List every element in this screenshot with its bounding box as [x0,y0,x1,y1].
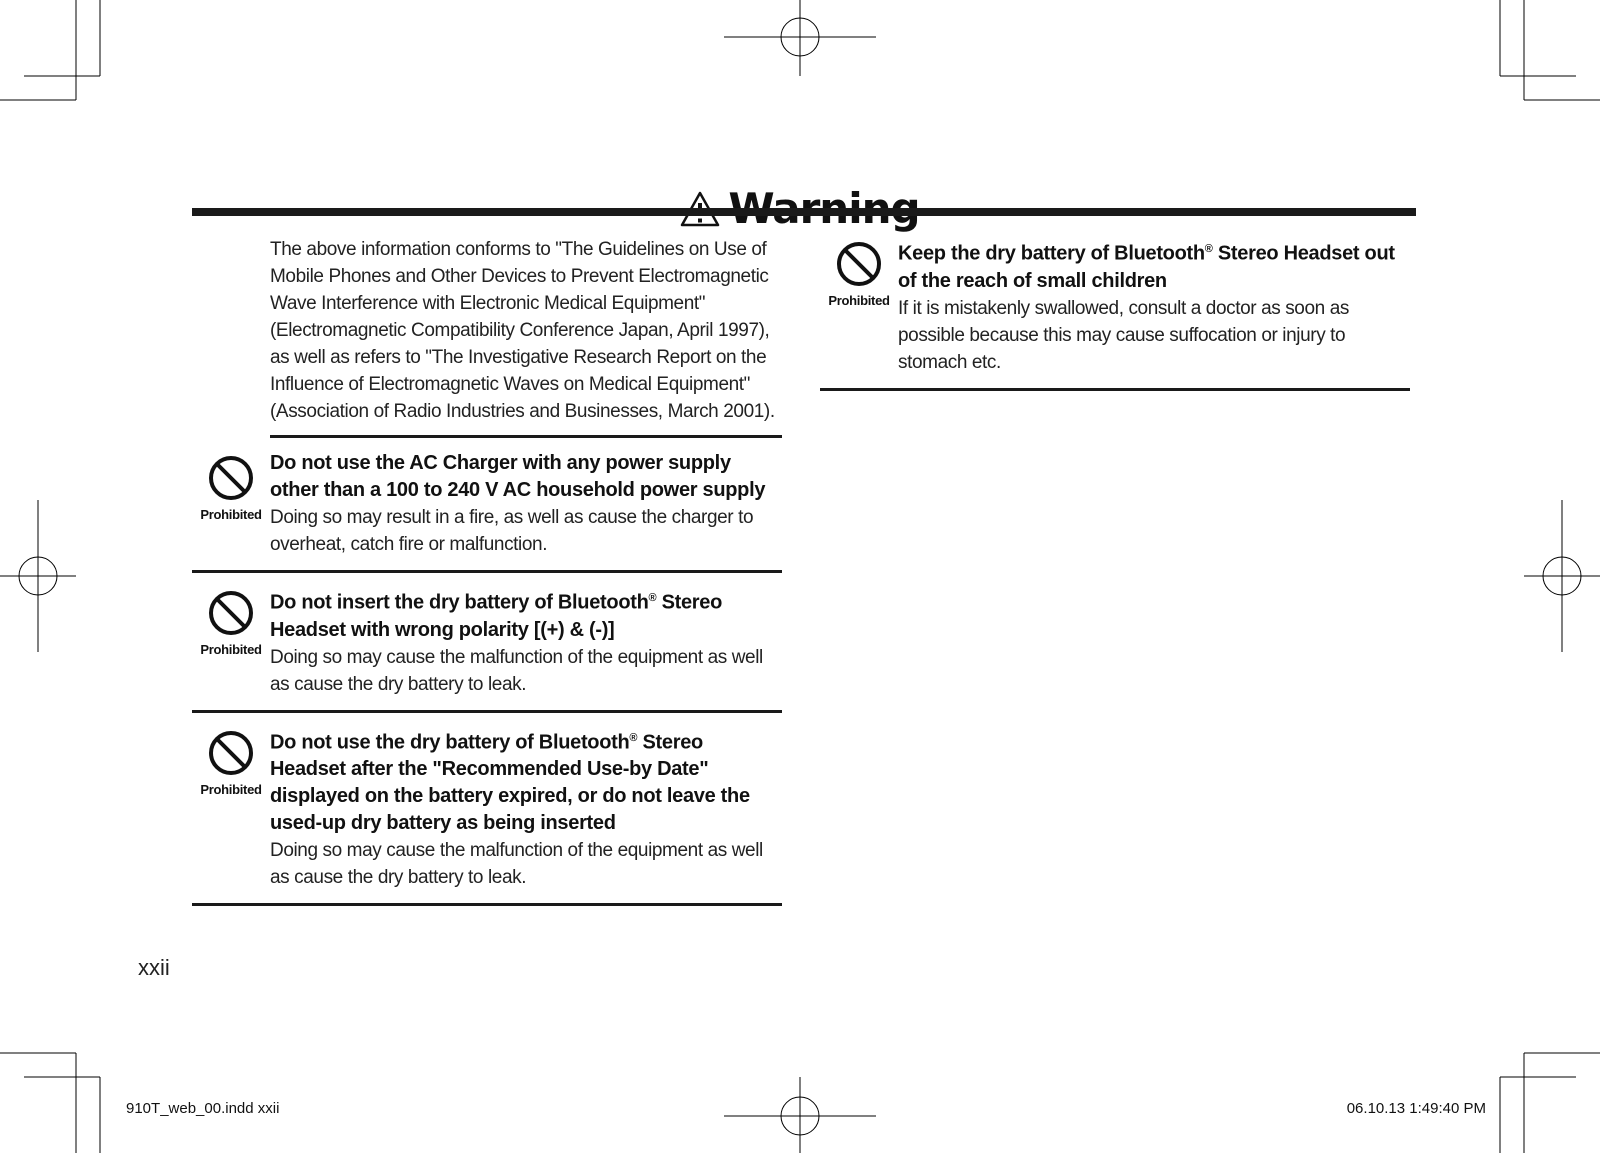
title-rule [192,208,1416,216]
prohibited-circle-icon [207,729,255,777]
prohibited-circle-icon [207,589,255,637]
prohibited-label: Prohibited [200,642,262,657]
prohibited-label: Prohibited [828,293,890,308]
item-heading [898,236,1410,295]
left-column [192,236,782,906]
registered-mark: ® [648,592,657,604]
heading-text: Do not insert the dry battery of Bluetooth [270,591,649,614]
item-body: Doing so may cause the malfunction of the equipment as well as cause the dry battery to leak. [270,840,763,889]
intro-paragraph: The above information conforms to "The Guidelines on Use of Mobile Phones and Other Devices to Prevent Electromagnetic Wave Interference with Electronic Medical Equipment" (Electromagnetic Compatibility Conference Japan, April 1997), as well as refers to "The Investigative Research Report on the Influence of Electromagnetic Waves on Medical Equipment" (Association of Radio Industries and Businesses, March 2001). [270,236,782,438]
prohibited-marker [826,240,892,308]
item-heading: Do not use the AC Charger with any power supply other than a 100 to 240 V AC household power supply [270,452,766,501]
heading-text: Keep the dry battery of Bluetooth [898,242,1205,265]
registered-mark: ® [629,731,638,744]
page-number: xxii [138,955,170,980]
prohibited-marker [198,589,264,657]
right-column [820,236,1410,391]
item-body: Doing so may result in a fire, as well as cause the charger to overheat, catch fire or malfunction. [270,507,754,555]
warning-item [192,438,782,573]
item-heading [270,585,782,644]
slug-timestamp: 06.10.13 1:49:40 PM [1346,1100,1486,1117]
warning-item [820,236,1410,391]
heading-text: Stereo Headset with wrong polarity [(+) & (-)] [270,591,723,641]
prohibited-marker [198,454,264,522]
prohibited-marker [198,729,264,797]
warning-item [192,713,782,907]
prohibited-label: Prohibited [200,507,262,522]
heading-text: Do not use the dry battery of Bluetooth [270,731,630,754]
heading-text: Stereo Headset out of the reach of small children [898,242,1395,292]
heading-text: Stereo Headset after the "Recommended Use-by Date" displayed on the battery expired, or do not leave the used-up dry battery as being inserted [270,731,750,835]
item-body: If it is mistakenly swallowed, consult a doctor as soon as possible because this may cause suffocation or injury to stomach etc. [898,297,1349,373]
prohibited-circle-icon [835,240,883,288]
prohibited-label: Prohibited [200,781,262,797]
item-body: Doing so may cause the malfunction of the equipment as well as cause the dry battery to leak. [270,646,763,695]
prohibited-circle-icon [207,454,255,502]
item-heading [270,725,782,838]
registered-mark: ® [1204,243,1213,255]
warning-item [192,573,782,713]
slug-filename: 910T_web_00.indd xxii [126,1100,280,1117]
